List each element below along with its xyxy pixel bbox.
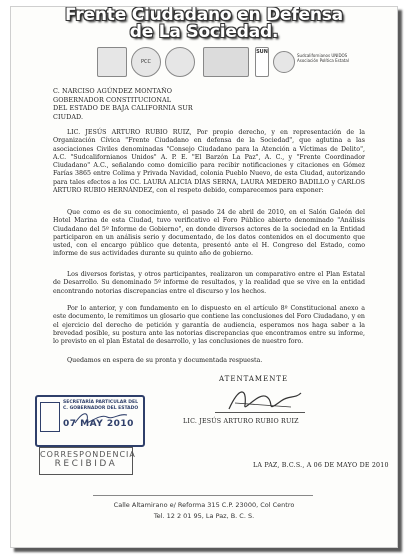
addressee-line: GOBERNADOR CONSTITUCIONAL <box>53 95 172 104</box>
sudcalifornianos-logo-text: Sudcalifornianos UNIDOS Asociación Política Estatal <box>297 53 349 63</box>
closing-atentamente: ATENTAMENTE <box>219 375 289 383</box>
pcc-logo-label: PCC <box>141 59 151 65</box>
footer-divider <box>93 495 313 496</box>
stamp-initials <box>73 409 129 427</box>
addressee-line: C. NARCISO AGÚNDEZ MONTAÑO <box>53 87 173 95</box>
footer-phone: Tel. 12 2 01 95, La Paz, B. C. S. <box>153 512 255 520</box>
stamp-recibida: RECIBIDA <box>54 459 118 469</box>
stamp-office-text: SECRETARÍA PARTICULAR DEL C. GOBERNADOR DEL ESTADO <box>63 400 139 411</box>
body-paragraph: Por lo anterior, y con fundamento en lo dispuesto en el artículo 8º Constitucional anexo a este documento, le remitimos un glosario que contiene las conclusiones del Foro Ciudadano, y en el ejercicio del derecho de petición y garantía de audiencia, esperamos nos haga saber a la brevedad posible, su postura ante las notorias discrepancias que encontramos entre su informe, lo previsto en el plan Estatal de desarrollo, y las conclusiones de nuestro foro. <box>53 305 365 346</box>
body-paragraph: Los diversos foristas, y otros participantes, realizaron un comparativo entre el Plan Estatal de Desarrollo. Su denominado 5º informe de resultados, y la realidad que se vive en la entidad encontrando notorias discrepancias entre el discurso y los hechos. <box>53 271 365 295</box>
barzon-logo <box>203 47 249 77</box>
organization-logo-1 <box>97 47 127 77</box>
organization-logo-3 <box>165 47 195 77</box>
body-paragraph: Quedamos en espera de su pronta y documentada respuesta. <box>67 357 263 364</box>
letter-date: LA PAZ, B.C.S., A 06 DE MAYO DE 2010 <box>253 462 389 469</box>
correspondence-stamp <box>39 447 136 475</box>
letterhead-banner <box>11 7 397 45</box>
signer-name: LIC. JESÚS ARTURO RUBIO RUIZ <box>183 418 299 425</box>
body-paragraph: LIC. JESÚS ARTURO RUBIO RUIZ, Por propio derecho, y en representación de la Organización Cívica "Frente Ciudadano en defensa de la Sociedad", que aglutina a las asociaciones Civiles denominadas "Consejo Ciudadano para la Atención a Víctimas de Delito", A.C. "Sudcalifornianos Unidos" A. P. E. "El Barzón La Paz", A. C., y "Frente Coordinador Ciudadano" A.C., señalando como domicilio para recibir notificaciones y citaciones en Gómez Farías 3865 entre Colima y Privada Navidad, colonia Pueblo Nuevo, de esta Ciudad, autorizando para tales efectos a los CC. LAURA ALICIA DÍAS SERNA, LAURA MEDERO BADILLO y CARLOS ARTURO RUBIO HERNÁNDEZ, con el respeto debido, comparecemos para exponer: <box>53 129 365 195</box>
sun-logo-label: SUN <box>256 49 268 55</box>
signature-line <box>215 412 305 413</box>
pcc-logo <box>131 47 161 77</box>
addressee-line: DEL ESTADO DE BAJA CALIFORNIA SUR <box>53 104 193 113</box>
footer-address: Calle Altamirano e/ Reforma 315 C.P. 23000, Col Centro <box>113 501 295 509</box>
addressee-block <box>53 87 193 121</box>
government-seal-icon <box>40 402 60 432</box>
letterhead-title-line2: de La Sociedad. <box>129 22 279 42</box>
letterhead-title-line1: Frente Ciudadano en Defensa <box>65 6 343 25</box>
stamp-correspondencia: CORRESPONDENCIA <box>40 450 136 459</box>
stamp-received-date: 07 MAY 2010 <box>63 419 134 429</box>
sudcalifornianos-logo <box>273 51 295 73</box>
received-stamp <box>35 395 145 447</box>
body-paragraph: Que como es de su conocimiento, el pasado 24 de abril de 2010, en el Salón Galeón del Hotel Marina de esta Ciudad, tuvo verificativo el Foro Público abierto denominado "Análisis Ciudadano del 5º Informe de Gobierno", en donde diversos actores de la sociedad en la Entidad participaron en un análisis serio y documentado, de los datos contenidos en el documento que usted, con el encargo público que detenta, presentó ante el H. Congreso del Estado, como informe de sus actividades durante su quinto año de gobierno. <box>53 209 365 258</box>
addressee-line: CIUDAD. <box>53 112 84 121</box>
logo-strip <box>43 45 373 79</box>
sun-logo <box>255 47 269 77</box>
letter-page <box>10 6 398 548</box>
